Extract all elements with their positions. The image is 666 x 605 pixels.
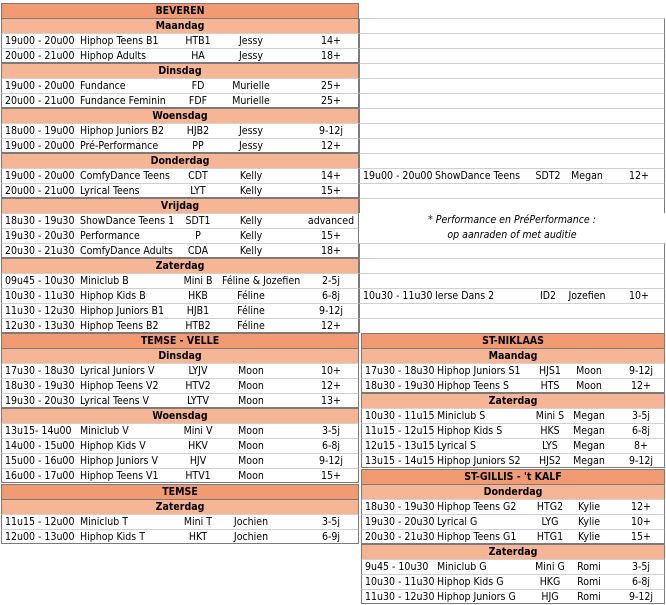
time-cell: 12u00 - 13u00	[5, 531, 75, 543]
table-row	[1, 33, 359, 48]
class-cell: Hiphop Kids G	[437, 576, 504, 588]
teacher-cell: Féline	[237, 290, 265, 302]
code-cell: HKS	[540, 425, 560, 437]
teacher-cell: Moon	[238, 380, 264, 392]
class-cell: Lyrical Juniors V	[80, 365, 155, 377]
day-spacer	[359, 63, 665, 78]
beveren-right-column	[359, 3, 665, 333]
class-cell: Miniclub V	[80, 425, 129, 437]
level-cell: 6-8j	[631, 425, 651, 437]
level-cell: 12+	[321, 380, 341, 392]
table-row	[1, 243, 359, 258]
level-cell: 3-5j	[321, 516, 341, 528]
teacher-cell: Kelly	[239, 245, 263, 257]
table-row	[361, 438, 665, 453]
table-row	[1, 303, 359, 318]
temse-velle-section	[1, 333, 359, 483]
class-cell: Lyrical G	[437, 516, 478, 528]
level-cell: 18+	[321, 50, 341, 62]
level-cell: 2-5j	[321, 275, 341, 287]
level-cell: 9-12j	[628, 455, 654, 467]
class-cell: ShowDance Teens	[435, 170, 521, 182]
teacher-cell: Moon	[238, 365, 264, 377]
time-cell: 12u30 - 13u30	[5, 320, 75, 332]
time-cell: 19u00 - 20u00	[5, 80, 75, 92]
level-cell: 25+	[321, 95, 341, 107]
day-header-vrijdag: Vrijdag	[1, 198, 359, 213]
empty-row	[359, 273, 665, 288]
level-cell: 9-12j	[628, 591, 654, 603]
teacher-cell: Jochien	[233, 531, 269, 543]
class-cell: Lyrical Teens	[80, 185, 140, 197]
level-cell: 15+	[321, 230, 341, 242]
code-cell: CDT	[188, 170, 208, 182]
time-cell: 10u30 - 11u15	[365, 410, 435, 422]
level-cell: 10+	[629, 290, 649, 302]
table-row	[361, 529, 665, 544]
level-cell: 9-12j	[318, 455, 344, 467]
time-cell: 20u30 - 21u30	[5, 245, 75, 257]
level-cell: 3-5j	[631, 410, 651, 422]
teacher-cell: Megan	[573, 455, 605, 467]
empty-row	[359, 93, 665, 108]
code-cell: HKB	[188, 290, 208, 302]
teacher-cell: Megan	[573, 410, 605, 422]
code-cell: SDT1	[185, 215, 211, 227]
table-row	[361, 363, 665, 378]
day-header-zaterdag: Zaterdag	[1, 258, 359, 273]
table-row	[361, 589, 665, 604]
code-cell: HKT	[188, 531, 208, 543]
teacher-cell: Murielle	[232, 95, 270, 107]
time-cell: 11u15 - 12u00	[5, 516, 75, 528]
class-cell: Hiphop Teens S	[437, 380, 510, 392]
table-row	[1, 393, 359, 408]
beveren-section	[1, 3, 359, 333]
time-cell: 19u00 - 20u00	[5, 140, 75, 152]
teacher-cell: Romi	[577, 591, 601, 603]
day-spacer	[359, 153, 665, 168]
time-cell: 18u30 - 19u30	[5, 215, 75, 227]
temse-section	[1, 484, 359, 544]
time-cell: 09u45 - 10u30	[5, 275, 75, 287]
teacher-cell: Kelly	[239, 170, 263, 182]
class-cell: Miniclub T	[80, 516, 128, 528]
code-cell: HJS1	[539, 365, 561, 377]
code-cell: Mini G	[535, 561, 565, 573]
location-header-st-gillis: ST-GILLIS - 't KALF	[361, 469, 665, 484]
teacher-cell: Murielle	[232, 80, 270, 92]
teacher-cell: Moon	[238, 455, 264, 467]
time-cell: 20u00 - 21u00	[5, 50, 75, 62]
time-cell: 18u30 - 19u30	[5, 380, 75, 392]
time-cell: 9u45 - 10u30	[365, 561, 429, 573]
time-cell: 11u15 - 12u15	[365, 425, 435, 437]
level-cell: advanced	[307, 215, 355, 227]
table-row	[1, 273, 359, 288]
class-cell: Fundance	[80, 80, 126, 92]
day-header-dinsdag: Dinsdag	[1, 63, 359, 78]
teacher-cell: Jessy	[238, 125, 264, 137]
empty-row	[359, 303, 665, 318]
class-cell: Hiphop Kids S	[437, 425, 503, 437]
level-cell: 3-5j	[321, 425, 341, 437]
time-cell: 13u15 - 14u15	[365, 455, 435, 467]
code-cell: LYG	[541, 516, 559, 528]
level-cell: 12+	[321, 140, 341, 152]
empty-row	[359, 318, 665, 333]
code-cell: LYS	[542, 440, 558, 452]
teacher-cell: Jochien	[233, 516, 269, 528]
level-cell: 12+	[629, 170, 649, 182]
code-cell: ID2	[539, 290, 557, 302]
class-cell: Hiphop Teens B2	[80, 320, 159, 332]
empty-row	[359, 48, 665, 63]
day-spacer	[359, 198, 665, 213]
class-cell: Miniclub G	[437, 561, 487, 573]
class-cell: ComfyDance Adults	[80, 245, 173, 257]
code-cell: PP	[192, 140, 204, 152]
time-cell: 18u00 - 19u00	[5, 125, 75, 137]
table-row	[1, 93, 359, 108]
time-cell: 18u30 - 19u30	[365, 380, 435, 392]
teacher-cell: Jessy	[238, 50, 264, 62]
level-cell: 12+	[321, 320, 341, 332]
table-row	[361, 378, 665, 393]
time-cell: 19u30 - 20u30	[5, 395, 75, 407]
teacher-cell: Moon	[576, 365, 602, 377]
table-row	[361, 559, 665, 574]
level-cell: 13+	[321, 395, 341, 407]
level-cell: 15+	[321, 470, 341, 482]
teacher-cell: Moon	[576, 380, 602, 392]
day-header-zaterdag: Zaterdag	[361, 544, 665, 559]
level-cell: 6-8j	[321, 290, 341, 302]
code-cell: LYJV	[188, 365, 208, 377]
code-cell: LYTV	[187, 395, 209, 407]
class-cell: Pré-Performance	[80, 140, 159, 152]
table-row	[1, 468, 359, 483]
code-cell: HJV	[189, 455, 207, 467]
level-cell: 14+	[321, 170, 341, 182]
table-row	[1, 123, 359, 138]
code-cell: Mini S	[535, 410, 565, 422]
level-cell: 6-9j	[321, 531, 341, 543]
code-cell: HTV1	[185, 470, 211, 482]
class-cell: Hiphop Juniors B1	[80, 305, 164, 317]
level-cell: 6-8j	[631, 576, 651, 588]
class-cell: Hiphop Juniors S2	[437, 455, 521, 467]
teacher-cell: Moon	[238, 395, 264, 407]
code-cell: SDT2	[535, 170, 561, 182]
time-cell: 19u00 - 20u00	[5, 170, 75, 182]
code-cell: HJB2	[186, 125, 210, 137]
class-cell: Performance	[80, 230, 140, 242]
time-cell: 17u30 - 18u30	[365, 365, 435, 377]
code-cell: HJG	[541, 591, 559, 603]
level-cell: 14+	[321, 35, 341, 47]
class-cell: Ierse Dans 2	[435, 290, 495, 302]
table-row	[1, 438, 359, 453]
table-row	[361, 423, 665, 438]
level-cell: 15+	[321, 185, 341, 197]
level-cell: 6-8j	[321, 440, 341, 452]
teacher-cell: Megan	[573, 425, 605, 437]
table-row	[1, 168, 359, 183]
time-cell: 20u30 - 21u30	[365, 531, 435, 543]
class-cell: Hiphop Kids B	[80, 290, 146, 302]
level-cell: 9-12j	[318, 305, 344, 317]
table-row	[1, 213, 359, 228]
table-row	[1, 514, 359, 529]
code-cell: CDA	[187, 245, 209, 257]
day-spacer	[359, 18, 665, 33]
empty-row	[359, 123, 665, 138]
class-cell: Hiphop Juniors V	[80, 455, 158, 467]
time-cell: 17u30 - 18u30	[5, 365, 75, 377]
teacher-cell: Kylie	[577, 516, 601, 528]
table-row	[361, 408, 665, 423]
code-cell: HA	[191, 50, 205, 62]
day-header-maandag: Maandag	[361, 348, 665, 363]
teacher-cell: Jozefien	[568, 290, 606, 302]
day-header-maandag: Maandag	[1, 18, 359, 33]
teacher-cell: Moon	[238, 470, 264, 482]
class-cell: Hiphop Teens G1	[437, 531, 517, 543]
performance-note-line1: * Performance en PréPerformance :	[428, 214, 596, 226]
code-cell: HTB1	[185, 35, 211, 47]
empty-row	[359, 138, 665, 153]
table-row	[1, 48, 359, 63]
code-cell: HJS2	[539, 455, 561, 467]
code-cell: HKV	[188, 440, 208, 452]
teacher-cell: Féline	[237, 305, 265, 317]
location-header-st-niklaas: ST-NIKLAAS	[361, 333, 665, 348]
teacher-cell: Kelly	[239, 185, 263, 197]
table-row	[1, 529, 359, 544]
class-cell: Miniclub B	[80, 275, 129, 287]
code-cell: FD	[191, 80, 205, 92]
time-cell: 12u15 - 13u15	[365, 440, 435, 452]
teacher-cell: Kylie	[577, 501, 601, 513]
class-cell: ComfyDance Teens	[80, 170, 170, 182]
table-row	[359, 288, 665, 303]
location-header-beveren: BEVEREN	[1, 3, 359, 18]
code-cell: Mini V	[183, 425, 213, 437]
teacher-cell: Moon	[238, 440, 264, 452]
code-cell: Mini B	[183, 275, 213, 287]
day-spacer	[359, 108, 665, 123]
day-header-woensdag: Woensdag	[1, 408, 359, 423]
level-cell: 18+	[321, 245, 341, 257]
location-header-temse-velle: TEMSE - VELLE	[1, 333, 359, 348]
time-cell: 11u30 - 12u30	[5, 305, 75, 317]
table-row	[361, 574, 665, 589]
day-header-dinsdag: Dinsdag	[1, 348, 359, 363]
time-cell: 10u30 - 11u30	[363, 290, 433, 302]
level-cell: 8+	[634, 440, 648, 452]
teacher-cell: Kelly	[239, 215, 263, 227]
code-cell: HJB1	[186, 305, 210, 317]
empty-row	[359, 78, 665, 93]
time-cell: 19u30 - 20u30	[5, 230, 75, 242]
class-cell: ShowDance Teens 1	[80, 215, 175, 227]
teacher-cell: Jessy	[238, 35, 264, 47]
class-cell: Hiphop Teens V1	[80, 470, 159, 482]
table-row	[1, 183, 359, 198]
level-cell: 10+	[631, 516, 651, 528]
time-cell: 10u30 - 11u30	[365, 576, 435, 588]
empty-row	[359, 33, 665, 48]
teacher-cell: Moon	[238, 425, 264, 437]
time-cell: 20u00 - 21u00	[5, 185, 75, 197]
class-cell: Hiphop Kids V	[80, 440, 146, 452]
code-cell: HTG2	[536, 501, 564, 513]
table-row	[361, 499, 665, 514]
st-gillis-section	[361, 469, 665, 604]
time-cell: 20u00 - 21u00	[5, 95, 75, 107]
day-header-zaterdag: Zaterdag	[1, 499, 359, 514]
teacher-cell: Kelly	[239, 230, 263, 242]
time-cell: 14u00 - 15u00	[5, 440, 75, 452]
time-cell: 16u00 - 17u00	[5, 470, 75, 482]
code-cell: LYT	[190, 185, 206, 197]
teacher-cell: Féline & Jozefien	[222, 275, 301, 287]
empty-row	[359, 183, 665, 198]
time-cell: 19u00 - 20u00	[363, 170, 433, 182]
spacer	[359, 3, 665, 18]
class-cell: Hiphop Juniors S1	[437, 365, 521, 377]
time-cell: 15u00 - 16u00	[5, 455, 75, 467]
level-cell: 15+	[631, 531, 651, 543]
table-row	[359, 168, 665, 183]
time-cell: 19u30 - 20u30	[365, 516, 435, 528]
class-cell: Lyrical S	[437, 440, 476, 452]
day-header-donderdag: Donderdag	[1, 153, 359, 168]
level-cell: 3-5j	[631, 561, 651, 573]
level-cell: 12+	[631, 501, 651, 513]
teacher-cell: Romi	[577, 561, 601, 573]
table-row	[1, 363, 359, 378]
time-cell: 10u30 - 11u30	[5, 290, 75, 302]
performance-note-line2: op aanraden of met auditie	[447, 229, 577, 241]
day-header-donderdag: Donderdag	[361, 484, 665, 499]
day-spacer	[359, 258, 665, 273]
table-row	[361, 453, 665, 468]
class-cell: Miniclub S	[437, 410, 486, 422]
level-cell: 9-12j	[318, 125, 344, 137]
st-niklaas-section	[361, 333, 665, 468]
teacher-cell: Romi	[577, 576, 601, 588]
day-header-zaterdag: Zaterdag	[361, 393, 665, 408]
code-cell: HKG	[539, 576, 561, 588]
teacher-cell: Jessy	[238, 140, 264, 152]
table-row	[1, 318, 359, 333]
class-cell: Hiphop Kids T	[80, 531, 145, 543]
table-row	[1, 288, 359, 303]
teacher-cell: Megan	[571, 170, 603, 182]
class-cell: Hiphop Teens B1	[80, 35, 159, 47]
table-row	[361, 514, 665, 529]
table-row	[1, 423, 359, 438]
level-cell: 9-12j	[628, 365, 654, 377]
code-cell: HTG1	[536, 531, 564, 543]
code-cell: P	[195, 230, 201, 242]
teacher-cell: Megan	[573, 440, 605, 452]
class-cell: Hiphop Teens G2	[437, 501, 517, 513]
table-row	[1, 453, 359, 468]
time-cell: 13u15- 14u00	[5, 425, 72, 437]
class-cell: Hiphop Adults	[80, 50, 147, 62]
table-row	[1, 78, 359, 93]
code-cell: HTB2	[185, 320, 211, 332]
table-row	[1, 378, 359, 393]
table-row	[1, 138, 359, 153]
code-cell: HTV2	[185, 380, 211, 392]
day-header-woensdag: Woensdag	[1, 108, 359, 123]
class-cell: Fundance Feminin	[80, 95, 166, 107]
class-cell: Hiphop Juniors B2	[80, 125, 164, 137]
empty-row	[359, 243, 665, 258]
table-row	[1, 228, 359, 243]
class-cell: Hiphop Juniors G	[437, 591, 516, 603]
code-cell: FDF	[188, 95, 208, 107]
level-cell: 10+	[321, 365, 341, 377]
teacher-cell: Kylie	[577, 531, 601, 543]
level-cell: 12+	[631, 380, 651, 392]
code-cell: HTS	[540, 380, 560, 392]
class-cell: Lyrical Teens V	[80, 395, 149, 407]
class-cell: Hiphop Teens V2	[80, 380, 159, 392]
teacher-cell: Féline	[237, 320, 265, 332]
code-cell: Mini T	[183, 516, 213, 528]
level-cell: 25+	[321, 80, 341, 92]
time-cell: 18u30 - 19u30	[365, 501, 435, 513]
location-header-temse: TEMSE	[1, 484, 359, 499]
time-cell: 11u30 - 12u30	[365, 591, 435, 603]
time-cell: 19u00 - 20u00	[5, 35, 75, 47]
